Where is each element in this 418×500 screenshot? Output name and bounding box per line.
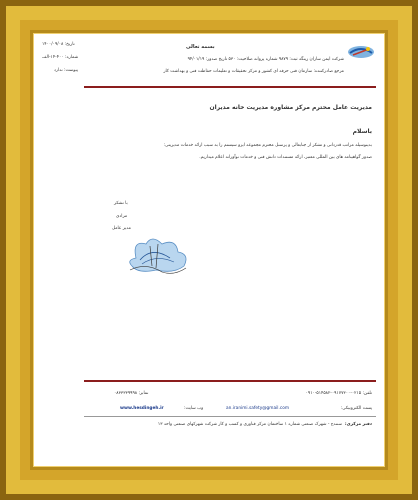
addressee: مدیریت عامل محترم مرکز مشاوره مدیریت خانه مدیران: [209, 104, 372, 111]
signature-stamp-icon: [122, 236, 192, 278]
body-paragraph-line2: صدور گواهینامه های بین المللی معتبر، ارائه مستندات دانش فنی و خدمات نوآورانه اعلام میداریم.: [199, 155, 372, 160]
website-link[interactable]: www.hesdingeh.ir: [120, 406, 164, 411]
letter-paper: [36, 36, 382, 464]
header-divider: [84, 86, 376, 88]
company-logo-icon: [346, 43, 376, 59]
date-label: تاریخ: ۱۴۰۰/۰۹/۰۸: [42, 42, 75, 47]
address-text: سنندج - شهرک صنعتی شماره ۱ ساختمان مرکز فناوری و کسب و کار شرکت شهرکهای صنعتی واحد ۱۳: [157, 422, 342, 427]
greeting: باسلام: [352, 128, 372, 135]
company-registration-line: شرکت ایمن سازان زینگه ثبت: ۹۸۷۹ شماره پروانه صلاحیت: ۵۳۰ تاریخ صدور: ۹۴/۰۱/۱۹: [187, 57, 344, 62]
email-link[interactable]: an.iranimi.safety@gmail.com: [226, 406, 290, 411]
body-paragraph-line1: بدینوسیله مراتب قدردانی و تشکر از جنابعالی و پرسنل محترم مجموعه ایزو سیستم را به سبب ارائه خدمات مدیریتی:: [163, 143, 372, 148]
issuing-authority-line: مرجع صادرکننده: سازمان فنی حرفه ای کشور و مرکز تحقیقات و تعلیمات حفاظت فنی و بهداشت کار: [163, 69, 344, 74]
email-label: پست الکترونیکی:: [340, 406, 372, 411]
address-label: دفتر مرکزی:: [344, 422, 372, 427]
fax-number: نمابر: ۰۸۳۳۳۳۹۹۹۸: [114, 391, 149, 396]
closing-text: با تشکر: [114, 201, 128, 206]
signatory-title: مدیر عامل: [112, 226, 131, 231]
number-label: شماره: ۴۰۰-۱۴-الف: [42, 55, 79, 60]
signatory-name: مرادی: [116, 214, 128, 219]
bismillah-heading: بسمه تعالی: [186, 44, 215, 50]
attachment-label: پیوست: ندارد: [54, 68, 78, 73]
footer-sub-divider: [84, 416, 376, 417]
website-label: وب سایت:: [184, 406, 204, 411]
phone-number: تلفن: ۰۲۱۵-۰۹۱۷۷۳۰۰-۵۱۴۵۸۲-۰۹۱۰: [305, 391, 372, 396]
footer-divider: [84, 380, 376, 382]
